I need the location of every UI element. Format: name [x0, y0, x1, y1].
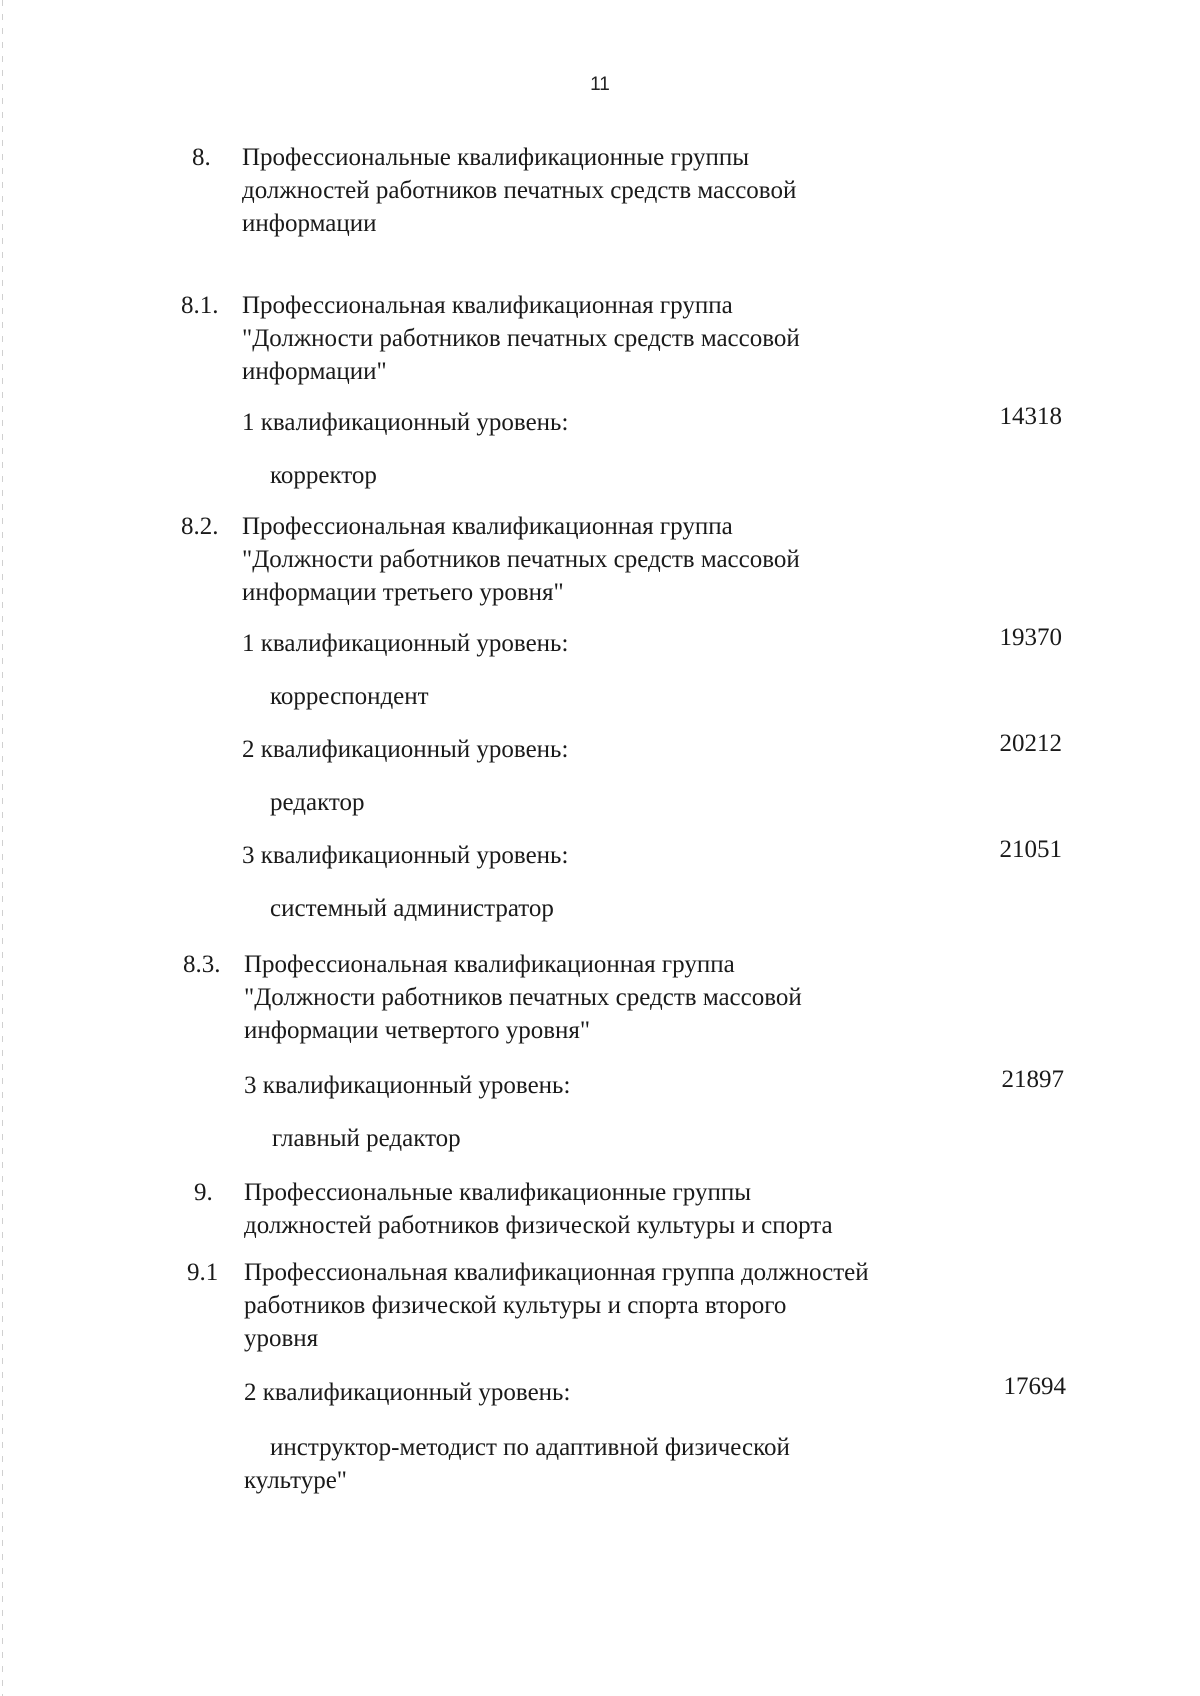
section-title: Профессиональные квалификационные группы должностей работников печатных средств массовой информации: [242, 144, 797, 237]
salary-value: 17694: [1003, 1373, 1066, 1400]
section-number: 8.: [192, 144, 211, 171]
section-title: Профессиональная квалификационная группа "Должности работников печатных средств массовой информации третьего уровня": [242, 513, 800, 606]
qualification-level: 3 квалификационный уровень:: [242, 842, 569, 869]
section-title: Профессиональная квалификационная группа "Должности работников печатных средств массовой информации четвертого уровня": [244, 951, 802, 1044]
page-number: 11: [590, 74, 610, 95]
section-title: Профессиональная квалификационная группа "Должности работников печатных средств массовой информации": [242, 292, 800, 385]
salary-value: 14318: [999, 403, 1062, 430]
qualification-level: 1 квалификационный уровень:: [242, 409, 569, 436]
salary-value: 21051: [999, 836, 1062, 863]
section-number: 8.1.: [181, 292, 219, 319]
position-name: корреспондент: [270, 683, 429, 710]
position-name: системный администратор: [270, 895, 554, 922]
qualification-level: 3 квалификационный уровень:: [244, 1072, 571, 1099]
position-name: главный редактор: [272, 1125, 461, 1152]
section-number: 9.1: [187, 1259, 219, 1286]
position-name-continuation: культуре": [244, 1467, 348, 1494]
salary-value: 19370: [999, 624, 1062, 651]
section-number: 8.2.: [181, 513, 219, 540]
section-number: 9.: [194, 1179, 213, 1206]
section-number: 8.3.: [183, 951, 221, 978]
qualification-level: 2 квалификационный уровень:: [242, 736, 569, 763]
qualification-level: 2 квалификационный уровень:: [244, 1379, 571, 1406]
salary-value: 21897: [1001, 1066, 1064, 1093]
position-name: инструктор-методист по адаптивной физической: [270, 1434, 790, 1461]
salary-value: 20212: [999, 730, 1062, 757]
section-title: Профессиональные квалификационные группы должностей работников физической культуры и спорта: [244, 1179, 833, 1239]
qualification-level: 1 квалификационный уровень:: [242, 630, 569, 657]
position-name: редактор: [270, 789, 365, 816]
section-title: Профессиональная квалификационная группа должностей работников физической культуры и спорта второго уровня: [244, 1259, 869, 1352]
scan-edge-artifact: [2, 0, 3, 1696]
position-name: корректор: [270, 462, 377, 489]
